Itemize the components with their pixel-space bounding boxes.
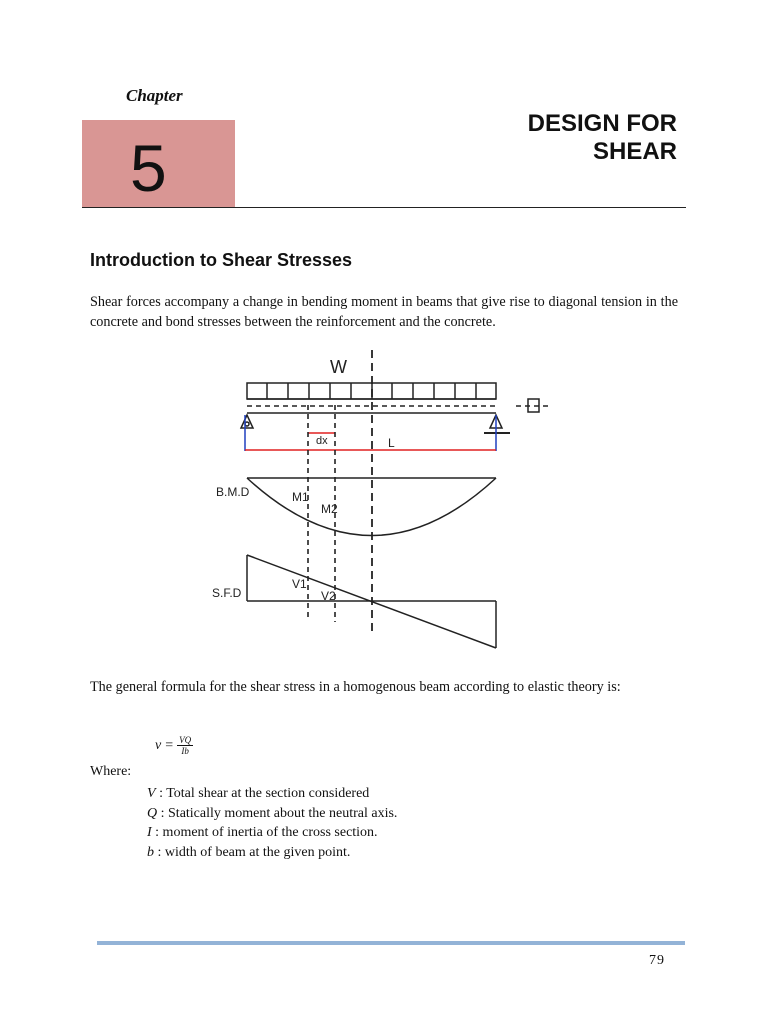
definition-text: : moment of inertia of the cross section. [151,825,378,841]
v1-label: V1 [292,577,307,591]
m1-label: M1 [292,490,309,504]
definitions-list [147,784,397,863]
bmd-label: B.M.D [216,485,250,499]
definition-symbol: b [147,845,154,861]
chapter-label: Chapter [126,86,183,105]
definition-row [147,784,397,804]
definition-text: : width of beam at the given point. [154,845,351,861]
right-support [484,415,510,451]
page-number: 79 [649,953,665,968]
definition-text: : Total shear at the section considered [155,786,370,801]
formula-numerator: VQ [179,735,192,745]
intro-paragraph: Shear forces accompany a change in bending moment in beams that give rise to diagonal tension in the concrete and bond stresses between the reinforcement and the concrete. [90,294,678,330]
span-label: L [388,436,395,450]
chapter-title-line1: DESIGN FOR [527,110,677,137]
m2-label: M2 [321,502,338,516]
chapter-title-line2: SHEAR [592,138,677,165]
section-heading: Introduction to Shear Stresses [90,250,353,270]
definition-row [147,823,397,843]
formula-denominator: Ib [181,746,189,756]
definition-text: : Statically moment about the neutral axis. [157,805,398,821]
where-label: Where: [90,764,132,779]
chapter-title [528,110,677,166]
definition-row [147,804,397,824]
definition-row [147,843,397,863]
formula-lhs: v [155,737,162,753]
chapter-number: 5 [130,131,167,205]
definition-symbol: Q [147,805,158,821]
header-rule [82,207,686,208]
beam-diagram [200,345,560,655]
left-support [241,415,253,451]
formula-intro: The general formula for the shear stress in a homogenous beam according to elastic theory is: [90,679,621,695]
load-label: W [330,357,347,377]
dx-label: dx [316,435,328,447]
shear-formula [155,735,193,756]
sfd-label: S.F.D [212,586,242,600]
definition-symbol: V [147,786,156,801]
section-symbol [516,399,550,412]
formula-equals: = [165,737,174,753]
v2-label: V2 [321,589,336,603]
definition-symbol: I [147,825,152,841]
formula-fraction [177,735,193,756]
footer-rule [97,941,685,945]
